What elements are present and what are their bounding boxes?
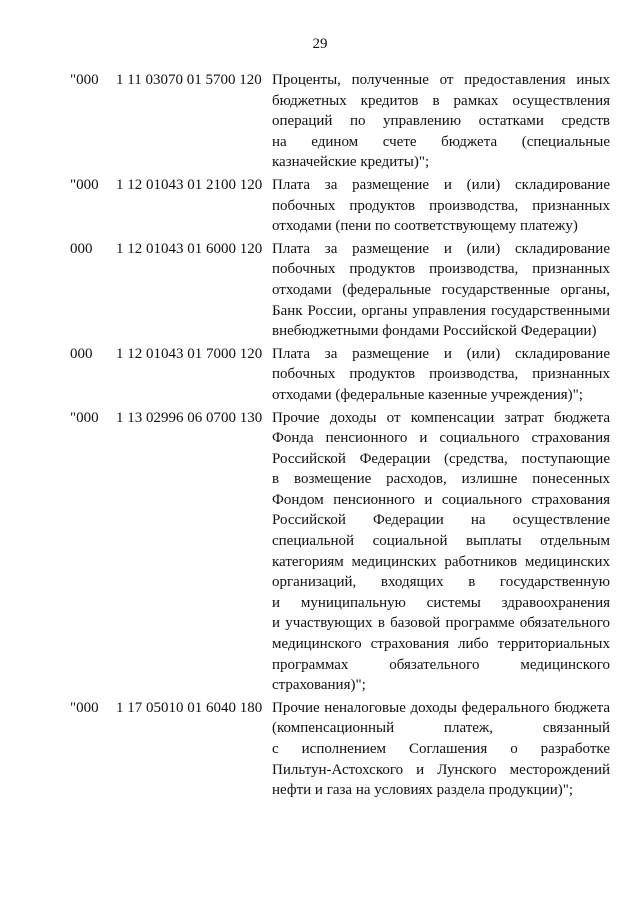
description-line: Прочие доходы от компенсации затрат бюджета xyxy=(272,409,610,426)
classification-table xyxy=(0,70,640,801)
budget-classification-code: 1 12 01043 01 6000 120 xyxy=(116,240,263,257)
description-line: и муниципальную системы здравоохранения xyxy=(272,594,610,611)
admin-code: "000 xyxy=(70,176,99,193)
description-line: Банк России, органы управления государственными xyxy=(272,302,610,319)
description-line: на едином счете бюджета (специальные xyxy=(272,133,610,150)
budget-classification-code: 1 12 01043 01 2100 120 xyxy=(116,176,263,193)
description-line: с исполнением Соглашения о разработке xyxy=(272,741,610,757)
description-line: операций по управлению остатками средств xyxy=(272,113,610,130)
description-line: Проценты, полученные от предоставления иных xyxy=(272,72,610,88)
description-line: и участвующих в базовой программе обязательного xyxy=(272,615,610,632)
description-line: медицинского страхования либо территориальных xyxy=(272,636,610,653)
description-line: Плата за размещение и (или) складирование xyxy=(272,240,610,257)
table-row xyxy=(0,239,640,342)
revenue-description xyxy=(272,408,610,696)
page-number: 29 xyxy=(312,36,328,52)
table-row xyxy=(0,344,640,406)
budget-classification-code: 1 11 03070 01 5700 120 xyxy=(116,72,262,88)
description-line: отходами (пени по соответствующему платежу) xyxy=(272,218,578,235)
revenue-description xyxy=(272,239,610,342)
description-line: Фондом пенсионного и социального страхования xyxy=(272,491,610,508)
revenue-description xyxy=(272,175,610,237)
revenue-description xyxy=(272,344,610,406)
admin-code: "000 xyxy=(70,409,99,426)
description-line: побочных продуктов производства, признанных xyxy=(272,261,610,278)
table-row xyxy=(0,408,640,696)
description-line: организаций, входящих в государственную xyxy=(272,574,610,591)
description-line: (компенсационный платеж, связанный xyxy=(272,720,610,737)
description-line: казначейские кредиты)"; xyxy=(272,154,430,171)
description-line: категориям медицинских работников медицинских xyxy=(272,553,610,570)
table-row xyxy=(0,175,640,237)
description-line: Российской Федерации (средства, поступающие xyxy=(272,450,610,467)
description-line: отходами (федеральные казенные учреждения)"; xyxy=(272,386,583,403)
table-row xyxy=(0,698,640,801)
description-line: специальной социальной выплаты отдельным xyxy=(272,533,610,550)
description-line: побочных продуктов производства, признанных xyxy=(272,197,610,214)
description-line: побочных продуктов производства, признанных xyxy=(272,366,610,383)
description-line: нефти и газа на условиях раздела продукции)"; xyxy=(272,782,574,799)
table-row xyxy=(0,70,640,173)
description-line: в возмещение расходов, излишне понесенных xyxy=(272,471,610,488)
description-line: Прочие неналоговые доходы федерального бюджета xyxy=(272,699,610,716)
description-line: Пильтун-Астохского и Лунского месторождений xyxy=(272,761,610,778)
description-line: отходами (федеральные государственные органы, xyxy=(272,281,610,298)
admin-code: 000 xyxy=(70,240,93,257)
budget-classification-code: 1 17 05010 01 6040 180 xyxy=(116,699,263,716)
description-line: программах обязательного медицинского xyxy=(272,656,610,673)
description-line: Плата за размещение и (или) складирование xyxy=(272,345,610,362)
revenue-description xyxy=(272,70,610,173)
budget-classification-code: 1 12 01043 01 7000 120 xyxy=(116,345,263,362)
admin-code: 000 xyxy=(70,345,93,362)
admin-code: "000 xyxy=(70,699,99,716)
description-line: Российской Федерации на осуществление xyxy=(272,512,610,529)
description-line: внебюджетными фондами Российской Федерации) xyxy=(272,323,597,340)
description-line: страхования)"; xyxy=(272,677,366,694)
description-line: Плата за размещение и (или) складирование xyxy=(272,176,610,193)
budget-classification-code: 1 13 02996 06 0700 130 xyxy=(116,409,263,426)
description-line: бюджетных кредитов в рамках осуществления xyxy=(272,92,610,109)
description-line: Фонда пенсионного и социального страхования xyxy=(272,430,610,447)
revenue-description xyxy=(272,698,610,801)
admin-code: "000 xyxy=(70,72,99,88)
